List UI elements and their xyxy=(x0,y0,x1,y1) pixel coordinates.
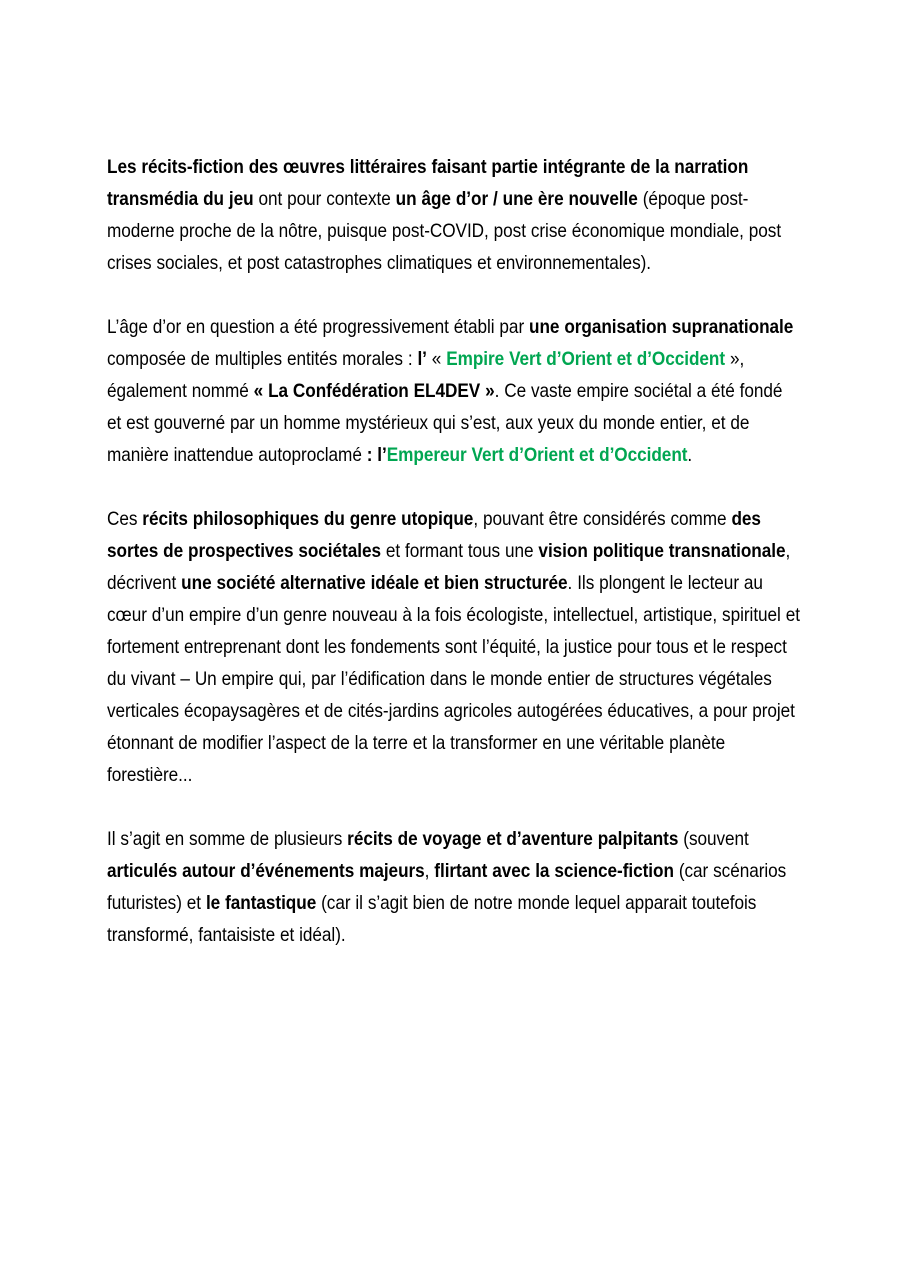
text-run: » xyxy=(725,349,740,370)
bold-text-run: récits de voyage et d’aventure palpitants xyxy=(347,829,679,850)
paragraph-p4 xyxy=(107,824,801,952)
text-run: et formant tous une xyxy=(380,541,539,562)
text-run: (car scénarios futuristes) et xyxy=(107,861,787,914)
text-run: « xyxy=(426,349,447,370)
text-run: L’âge d’or en question a été progressivement établi par xyxy=(107,317,530,338)
text-run: (car il s’agit bien de notre monde lequel apparait toutefois transformé, fantaisiste et idéal). xyxy=(107,893,757,946)
bold-text-run: récits philosophiques du genre utopique xyxy=(142,509,474,530)
bold-text-run: le fantastique xyxy=(205,893,317,914)
text-run: Ces xyxy=(107,509,143,530)
accent-text-run: Empire Vert d’Orient et d’Occident xyxy=(446,349,726,370)
bold-text-run: Les récits-fiction des œuvres littéraires faisant partie intégrante de la narration transmédia du jeu xyxy=(107,157,749,210)
text-run: , également nommé xyxy=(107,349,745,402)
document-text-body xyxy=(107,152,801,952)
bold-text-run: une société alternative idéale et bien structurée xyxy=(181,573,568,594)
bold-text-run: « La Confédération EL4DEV » xyxy=(253,381,495,402)
text-run: (souvent xyxy=(678,829,749,850)
paragraph-p1 xyxy=(107,152,801,280)
bold-text-run: : l’ xyxy=(366,445,387,466)
text-run: , xyxy=(424,861,435,882)
text-run: ont pour contexte xyxy=(253,189,396,210)
text-run: (époque post-moderne proche de la nôtre, puisque post-COVID, post crise économique mondiale, post crises sociales, et post catastrophes climatiques et environnementales). xyxy=(107,189,782,274)
accent-text-run: Empereur Vert d’Orient et d’Occident xyxy=(386,445,688,466)
text-run: Il s’agit en somme de plusieurs xyxy=(107,829,348,850)
paragraph-p2 xyxy=(107,312,801,472)
text-run: . Ils plongent le lecteur au cœur d’un empire d’un genre nouveau à la fois écologiste, intellectuel, artistique, spirituel et fortement entreprenant dont les fondements sont l’équité, la justice pour tous et le respect du vivant – Un empire qui, par l’édification dans le monde entier de structures végétales verticales écopaysagères et de cités-jardins agricoles autogérées éducatives, a pour projet étonnant de modifier l’aspect de la terre et la transformer en une véritable planète forestière... xyxy=(107,573,800,786)
bold-text-run: flirtant avec la science-fiction xyxy=(434,861,674,882)
bold-text-run: une organisation supranationale xyxy=(529,317,794,338)
text-run: . xyxy=(687,445,693,466)
text-run: , pouvant être considérés comme xyxy=(473,509,732,530)
bold-text-run: articulés autour d’événements majeurs xyxy=(107,861,425,882)
bold-text-run: un âge d’or / une ère nouvelle xyxy=(395,189,638,210)
text-run: , décrivent xyxy=(107,541,791,594)
text-run: . Ce vaste empire sociétal a été fondé et est gouverné par un homme mystérieux qui s’est, aux yeux du monde entier, et de manière inattendue autoproclamé xyxy=(107,381,783,466)
paragraph-p3 xyxy=(107,504,801,792)
bold-text-run: vision politique transnationale xyxy=(538,541,786,562)
bold-text-run: l’ xyxy=(417,349,427,370)
bold-text-run: des sortes de prospectives sociétales xyxy=(107,509,761,562)
text-run: composée de multiples entités morales : xyxy=(107,349,418,370)
